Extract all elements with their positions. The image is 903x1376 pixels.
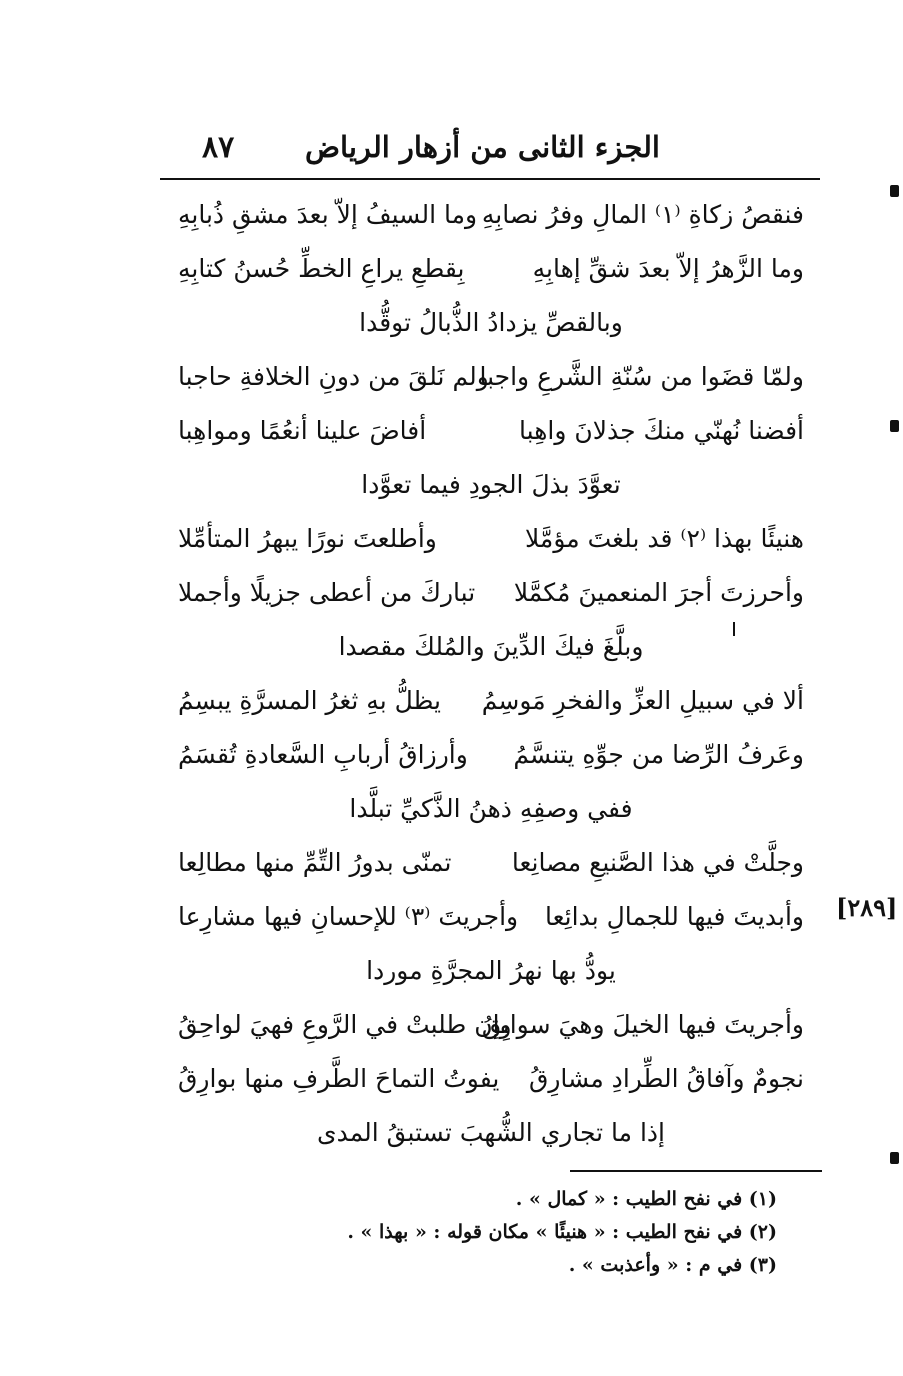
- refrain-text: ففي وصفِهِ ذهنُ الذَّكيِّ تبلَّدا: [349, 794, 633, 823]
- first-hemistich: وجلَّتْ في هذا الصَّنيعِ مصانِعا: [511, 848, 804, 877]
- first-hemistich: وأبديتَ فيها للجمالِ بدائِعا: [544, 902, 804, 931]
- poem-verse-line: [178, 512, 804, 566]
- poem-verse-line: [178, 1052, 804, 1106]
- poem-verse-line: [178, 998, 804, 1052]
- second-hemistich: وأرزاقُ أربابِ السَّعادةِ تُقسَمُ: [178, 740, 468, 769]
- poem-verse-line: [178, 404, 804, 458]
- second-hemistich: وإن طلبتْ في الرَّوعِ فهيَ لواحِقُ: [178, 1010, 512, 1039]
- margin-mark-top: [890, 185, 899, 197]
- page-number: ٨٧: [202, 130, 235, 165]
- margin-page-reference: [٢٨٩]: [836, 893, 898, 922]
- refrain-text: تعوَّدَ بذلَ الجودِ فيما تعوَّدا: [361, 470, 621, 499]
- second-hemistich: بِقطعِ يراعِ الخطِّ حُسنُ كتابِهِ: [178, 254, 465, 283]
- second-hemistich: وأطلعتَ نورًا يبهرُ المتأمِّلا: [178, 524, 437, 553]
- poem-refrain-line: [178, 782, 804, 836]
- page-header: [160, 128, 820, 176]
- poem-refrain-line: [178, 1106, 804, 1160]
- second-hemistich: يظلُّ بهِ ثغرُ المسرَّةِ يبسِمُ: [178, 686, 442, 715]
- poem-verse-line: [178, 890, 804, 944]
- margin-mark-bottom: [890, 1152, 899, 1164]
- refrain-text: وبالقصِّ يزدادُ الذُّبالُ توقُّدا: [359, 308, 623, 337]
- poem-refrain-line: [178, 458, 804, 512]
- poem-refrain-line: [178, 944, 804, 998]
- footnote-rule: [570, 1170, 822, 1172]
- footnotes: [317, 1183, 777, 1282]
- poem-verse-line: [178, 242, 804, 296]
- footnote-item: (١) في نفح الطيب : « كمال » .: [515, 1188, 777, 1210]
- poem-verse-line: [178, 674, 804, 728]
- footnote-item: (٢) في نفح الطيب : « هنيئًا » مكان قوله : « بهذا » .: [347, 1221, 777, 1243]
- refrain-text: إذا ما تجاري الشُّهبَ تستبقُ المدى: [317, 1118, 665, 1147]
- first-hemistich: وأحرزتَ أجرَ المنعمينَ مُكمَّلا: [513, 578, 804, 607]
- poem-verse-line: [178, 836, 804, 890]
- poem-verse-line: [178, 350, 804, 404]
- second-hemistich: ولم نَلقَ من دونِ الخلافةِ حاجبا: [178, 362, 489, 391]
- poem-body: [178, 188, 804, 1160]
- first-hemistich: وما الزَّهرُ إلاّ بعدَ شقِّ إهابِهِ: [532, 254, 804, 283]
- poem-verse-line: [178, 566, 804, 620]
- poem-verse-line: [178, 188, 804, 242]
- first-hemistich: نجومٌ وآفاقُ الطِّرادِ مشارِقُ: [528, 1064, 804, 1093]
- second-hemistich: وما السيفُ إلاّ بعدَ مشقِ ذُبابِهِ: [178, 200, 478, 229]
- margin-mark-middle: [890, 420, 899, 432]
- second-hemistich: تمنّى بدورُ التِّمِّ منها مطالِعا: [178, 848, 452, 877]
- footnote-item: (٣) في م : « وأعذبت » .: [568, 1254, 777, 1276]
- refrain-text: يودُّ بها نهرُ المجرَّةِ موردا: [366, 956, 616, 985]
- second-hemistich: تباركَ من أعطى جزيلًا وأجملا: [178, 578, 476, 607]
- first-hemistich: ألا في سبيلِ العزِّ والفخرِ مَوسِمُ: [481, 686, 804, 715]
- second-hemistich: يفوتُ التماحَ الطَّرفِ منها بوارِقُ: [178, 1064, 500, 1093]
- poem-refrain-line: [178, 296, 804, 350]
- poem-verse-line: [178, 728, 804, 782]
- first-hemistich: وعَرفُ الرِّضا من جوِّهِ يتنسَّمُ: [513, 740, 804, 769]
- stray-ink-mark: [733, 622, 735, 636]
- header-rule: [160, 178, 820, 180]
- first-hemistich: أفضنا نُهنّي منكَ جذلانَ واهِبا: [519, 416, 804, 445]
- first-hemistich: وأجريتَ فيها الخيلَ وهيَ سوابِقُ: [481, 1010, 804, 1039]
- first-hemistich: فنقصُ زكاةِ ⁽١⁾ المالِ وفرُ نصابِهِ: [481, 200, 804, 229]
- first-hemistich: ولمّا قضَوا من سُنّةِ الشَّرعِ واجبا: [479, 362, 804, 391]
- running-title: الجزء الثانى من أزهار الرياض: [304, 130, 660, 164]
- first-hemistich: هنيئًا بهذا ⁽٢⁾ قد بلغتَ مؤمَّلا: [525, 524, 804, 553]
- second-hemistich: أفاضَ علينا أنعُمًا ومواهِبا: [178, 416, 427, 445]
- poem-refrain-line: [178, 620, 804, 674]
- second-hemistich: وأجريتَ ⁽٣⁾ للإحسانِ فيها مشارِعا: [178, 902, 519, 931]
- refrain-text: وبلَّغَ فيكَ الدِّينَ والمُلكَ مقصدا: [338, 632, 644, 661]
